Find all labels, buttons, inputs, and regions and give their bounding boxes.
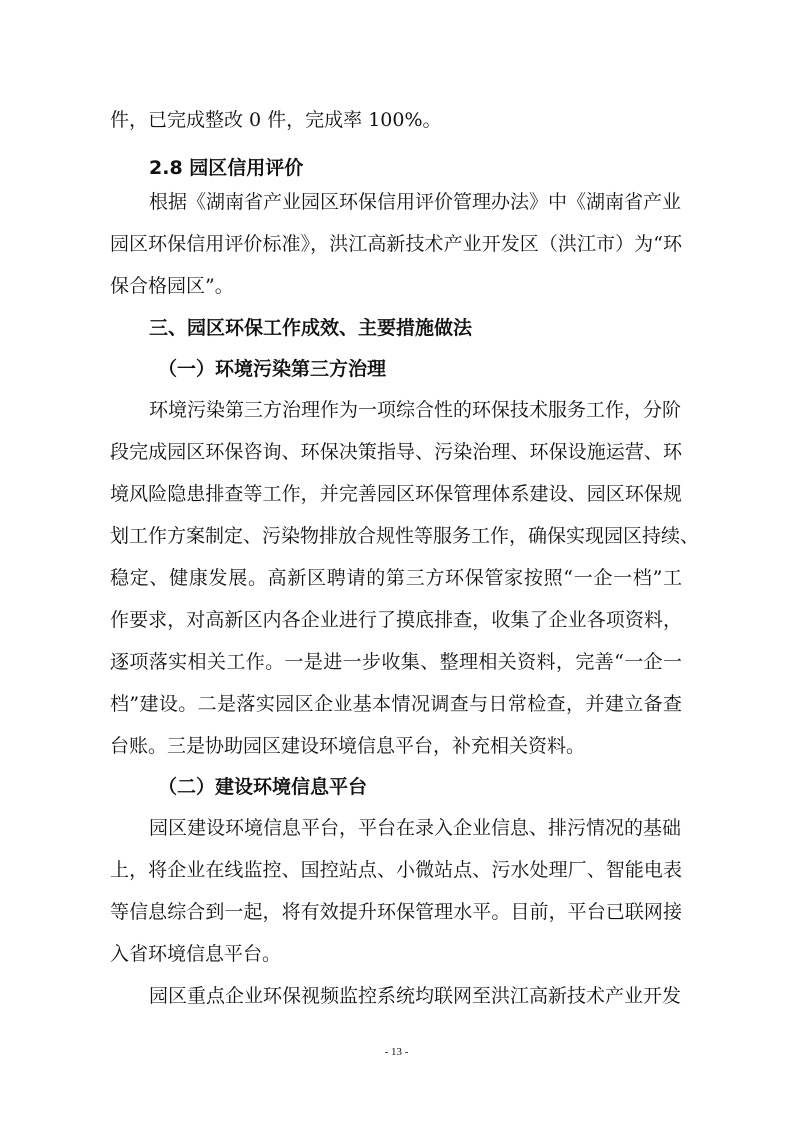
paragraph-line: 根据《湖南省产业园区环保信用评价管理办法》中《湖南省产业: [149, 191, 682, 213]
paragraph-line: 园区环保信用评价标准》，洪江高新技术产业开发区（洪江市）为“环: [110, 233, 682, 255]
page-number: - 13 -: [384, 1046, 409, 1058]
section-heading-2-8: 2.8 园区信用评价: [149, 157, 304, 179]
paragraph-line: 入省环境信息平台。: [110, 943, 282, 965]
paragraph-line: 境风险隐患排查等工作，并完善园区环保管理体系建设、园区环保规: [110, 483, 682, 505]
subsection-heading-1: （一）环境污染第三方治理: [158, 358, 387, 380]
paragraph-line: 园区建设环境信息平台，平台在录入企业信息、排污情况的基础: [149, 817, 682, 839]
intro-line: 件，已完成整改 0 件，完成率 100%。: [110, 109, 442, 131]
paragraph-line: 稳定、健康发展。高新区聘请的第三方环保管家按照“一企一档”工: [110, 567, 682, 589]
subsection-heading-2: （二）建设环境信息平台: [158, 776, 368, 798]
paragraph-line: 段完成园区环保咨询、环保决策指导、污染治理、环保设施运营、环: [110, 441, 682, 463]
paragraph-line: 划工作方案制定、污染物排放合规性等服务工作，确保实现园区持续、: [110, 525, 700, 547]
section-heading-3: 三、园区环保工作成效、主要措施做法: [149, 317, 473, 339]
paragraph-line: 逐项落实相关工作。一是进一步收集、整理相关资料，完善“一企一: [110, 651, 682, 673]
paragraph-line: 上，将企业在线监控、国控站点、小微站点、污水处理厂、智能电表: [110, 859, 682, 881]
paragraph-line: 保合格园区”。: [110, 275, 234, 297]
paragraph-line: 作要求，对高新区内各企业进行了摸底排查，收集了企业各项资料，: [110, 609, 682, 631]
paragraph-line: 环境污染第三方治理作为一项综合性的环保技术服务工作，分阶: [149, 399, 682, 421]
paragraph-line: 台账。三是协助园区建设环境信息平台，补充相关资料。: [110, 735, 586, 757]
paragraph-line: 园区重点企业环保视频监控系统均联网至洪江高新技术产业开发: [149, 985, 682, 1007]
paragraph-line: 档”建设。二是落实园区企业基本情况调查与日常检查，并建立备查: [110, 693, 682, 715]
paragraph-line: 等信息综合到一起，将有效提升环保管理水平。目前，平台已联网接: [110, 901, 682, 923]
